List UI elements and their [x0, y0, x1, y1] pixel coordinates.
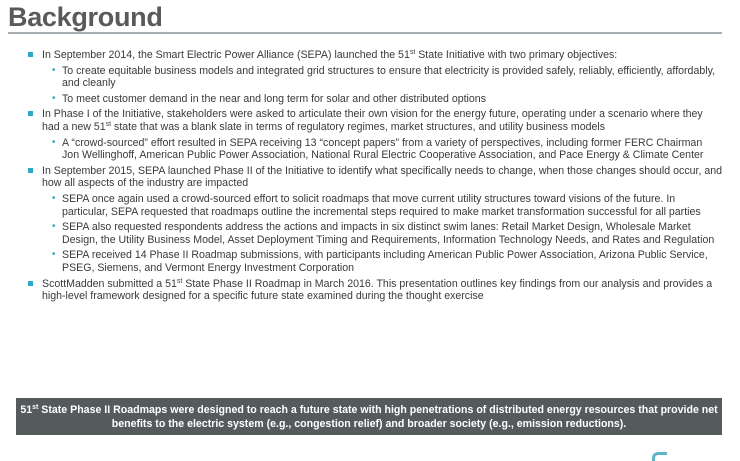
square-bullet-icon: [28, 168, 33, 173]
bullet-text: State Initiative with two primary objectives:: [415, 49, 618, 61]
bullet-text: In September 2014, the Smart Electric Power Alliance (SEPA) launched the 51: [42, 49, 410, 61]
dot-bullet-icon: •: [52, 92, 56, 104]
bullet-phase-one: [28, 108, 722, 133]
superscript: st: [409, 49, 416, 56]
square-bullet-icon: [28, 281, 33, 286]
sub-bullet: [28, 65, 722, 90]
dot-bullet-icon: •: [52, 221, 56, 233]
banner-text-rest: State Phase II Roadmaps were designed to reach a future state with high penetrations of distributed energy resources that provide net benefits to the electric system (e.g., congestion relief) and broader society (e.g., emission reductions).: [38, 403, 718, 430]
sub-bullet-text: SEPA received 14 Phase II Roadmap submissions, with participants including American Public Power Association, Arizona Public Service, PSEG, Siemens, and Vermont Energy Investment Corporation: [62, 249, 708, 274]
dot-bullet-icon: •: [52, 192, 56, 204]
sub-bullet: [28, 221, 722, 246]
page-title: Background: [8, 2, 163, 32]
dot-bullet-icon: •: [52, 64, 56, 76]
bullet-scottmadden: [28, 278, 722, 303]
sub-bullet: [28, 193, 722, 218]
bullet-text: state that was a blank slate in terms of regulatory regimes, market structures, and utility business models: [111, 120, 606, 133]
banner-text-start: 51: [20, 403, 33, 416]
superscript: st: [176, 277, 183, 285]
sub-bullet: [28, 249, 722, 274]
sub-bullet-text: SEPA once again used a crowd-sourced effort to solicit roadmaps that move current utility structures toward visions of the future. In particular, SEPA requested that roadmaps outline the incremental steps required to make market transformation successful for all parties: [62, 192, 701, 218]
bullet-text: In Phase I of the Initiative, stakeholders were asked to articulate their own vision for the energy future, operating under a scenario where they had a new 51: [42, 108, 703, 133]
bullet-list: [28, 49, 722, 304]
bullet-phase-two: [28, 165, 722, 190]
square-bullet-icon: [28, 52, 33, 57]
dot-bullet-icon: •: [52, 136, 56, 148]
bullet-text: ScottMadden submitted a 51: [42, 277, 177, 290]
bullet-text: State Phase II Roadmap in March 2016. This presentation outlines key findings from our analysis and provides a high-level framework designed for a specific future state examined during the thought exercise: [42, 277, 713, 303]
title-divider: [8, 32, 722, 34]
sub-bullet-text: To create equitable business models and integrated grid structures to ensure that electricity is provided safely, reliably, efficiently, affordably, and cleanly: [62, 64, 716, 90]
superscript: st: [105, 120, 112, 128]
superscript: st: [32, 403, 39, 411]
sub-bullet: [28, 93, 722, 106]
square-bullet-icon: [28, 111, 33, 116]
bullet-text: In September 2015, SEPA launched Phase II of the Initiative to identify what specifically needs to change, when those changes should occur, and how all aspects of the industry are impacted: [42, 164, 723, 190]
sub-bullet: [28, 137, 722, 162]
sub-bullet-text: To meet customer demand in the near and long term for solar and other distributed options: [62, 92, 486, 105]
summary-banner: [16, 398, 722, 435]
banner-text: [16, 403, 722, 431]
sub-bullet-text: SEPA also requested respondents address the actions and impacts in six distinct swim lanes: Retail Market Design, Wholesale Market Design, the Utility Business Model, Asset Deployment Timing and Requirements, Information Technology Needs, and Rates and Regulation: [62, 221, 715, 246]
dot-bullet-icon: •: [52, 249, 56, 261]
sub-bullet-text: A “crowd-sourced” effort resulted in SEPA receiving 13 “concept papers” from a variety of perspectives, including former FERC Chairman Jon Wellinghoff, American Public Power Association, National Rural Electric Cooperative Association, and Pace Energy & Climate Center: [62, 136, 704, 162]
bullet-sepa-launch: [28, 49, 722, 62]
